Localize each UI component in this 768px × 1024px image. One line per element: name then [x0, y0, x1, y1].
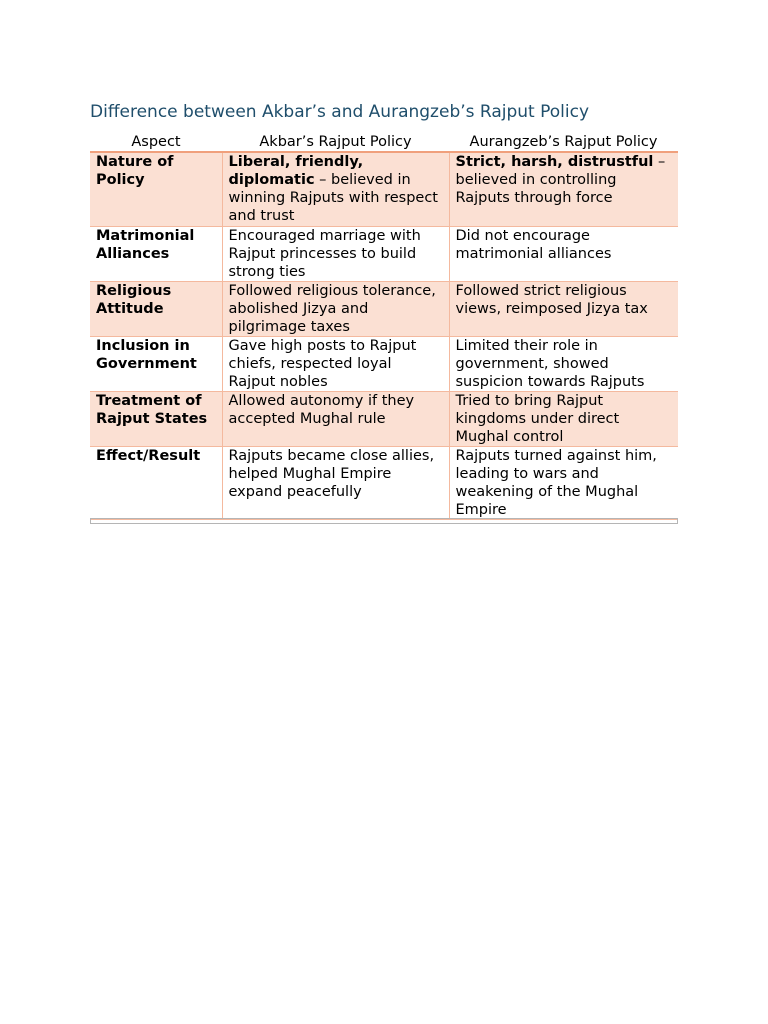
aurangzeb-emphasis: Strict, harsh, distrustful [455, 154, 654, 170]
table-header-row [90, 132, 678, 152]
aspect-cell: Treatment of Rajput States [90, 392, 222, 447]
comparison-table [90, 132, 678, 520]
header-aurangzeb: Aurangzeb’s Rajput Policy [449, 132, 678, 152]
aurangzeb-cell: Tried to bring Rajput kingdoms under direct Mughal control [449, 392, 678, 447]
akbar-cell: Encouraged marriage with Rajput princesses to build strong ties [222, 227, 449, 282]
akbar-cell: Allowed autonomy if they accepted Mughal rule [222, 392, 449, 447]
akbar-cell: Followed religious tolerance, abolished Jizya and pilgrimage taxes [222, 282, 449, 337]
document-title: Difference between Akbar’s and Aurangzeb’s Rajput Policy [90, 102, 590, 122]
table-row [90, 227, 678, 282]
akbar-cell: Gave high posts to Rajput chiefs, respected loyal Rajput nobles [222, 337, 449, 392]
akbar-text: – believed in winning Rajputs with respect and trust [228, 172, 438, 224]
aurangzeb-cell: Did not encourage matrimonial alliances [449, 227, 678, 282]
header-akbar: Akbar’s Rajput Policy [222, 132, 449, 152]
table-bottom-rule [90, 518, 678, 524]
aspect-cell: Religious Attitude [90, 282, 222, 337]
aspect-cell: Inclusion in Government [90, 337, 222, 392]
aspect-cell: Nature of Policy [90, 152, 222, 227]
aurangzeb-cell: Rajputs turned against him, leading to wars and weakening of the Mughal Empire [449, 447, 678, 520]
table-row [90, 337, 678, 392]
aspect-cell: Matrimonial Alliances [90, 227, 222, 282]
aurangzeb-cell: Followed strict religious views, reimposed Jizya tax [449, 282, 678, 337]
table-row [90, 447, 678, 520]
table-row [90, 282, 678, 337]
aspect-cell: Effect/Result [90, 447, 222, 520]
aurangzeb-cell [449, 152, 678, 227]
akbar-emphasis: Liberal, friendly, diplomatic [228, 154, 364, 188]
table-row [90, 152, 678, 227]
akbar-cell [222, 152, 449, 227]
akbar-cell: Rajputs became close allies, helped Mughal Empire expand peacefully [222, 447, 449, 520]
table-row [90, 392, 678, 447]
aurangzeb-text: – believed in controlling Rajputs through force [455, 154, 666, 206]
header-aspect: Aspect [90, 132, 222, 152]
aurangzeb-cell: Limited their role in government, showed suspicion towards Rajputs [449, 337, 678, 392]
